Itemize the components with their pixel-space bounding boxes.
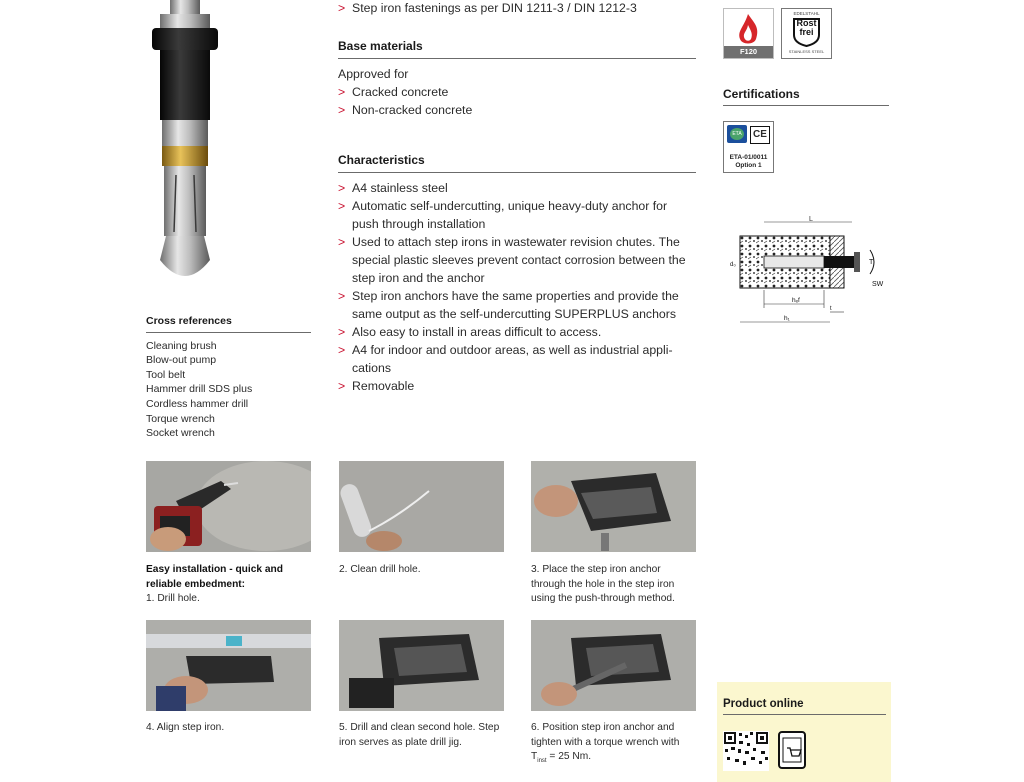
installation-heading: Easy installation - quick and reliable embedment: bbox=[146, 564, 283, 590]
diagram-label-hef: hₑf bbox=[792, 297, 800, 304]
caption-step-1 bbox=[146, 563, 311, 607]
list-item: > Step iron fastenings as per DIN 1211-3 / DIN 1212-3 bbox=[338, 0, 696, 17]
product-online-heading: Product online bbox=[723, 698, 886, 715]
step-6-subscript: inst bbox=[537, 758, 547, 765]
photo-place-anchor bbox=[531, 461, 696, 552]
diagram-label-d0: d₀ bbox=[730, 262, 736, 268]
step-6-tail: = 25 Nm. bbox=[546, 751, 592, 763]
photo-drill-hole bbox=[146, 461, 311, 552]
caption-step-6 bbox=[531, 721, 696, 769]
ce-mark-icon: CE bbox=[750, 126, 770, 144]
characteristics-list bbox=[338, 179, 696, 395]
cross-ref-item: Cleaning brush bbox=[146, 339, 217, 352]
product-online-box bbox=[717, 682, 891, 782]
photo-align-step-iron bbox=[146, 620, 311, 711]
certifications-heading: Certifications bbox=[723, 87, 889, 106]
diagram-label-h1: h₁ bbox=[784, 315, 790, 322]
list-item: > Removable bbox=[338, 377, 696, 395]
list-item: > Also easy to install in areas difficult to access. bbox=[338, 323, 696, 341]
diagram-label-sw: SW bbox=[872, 281, 884, 288]
caption-step-5: 5. Drill and clean second hole. Step iron serves as plate drill jig. bbox=[339, 722, 500, 748]
qr-code-icon[interactable] bbox=[723, 731, 769, 771]
fire-badge-label: F120 bbox=[739, 47, 758, 56]
eta-number: ETA-01/0011 bbox=[729, 154, 768, 161]
rostfrei-main-2: frei bbox=[799, 27, 814, 37]
caption-step-4: 4. Align step iron. bbox=[146, 722, 225, 733]
photo-tighten-wrench bbox=[531, 620, 696, 711]
cross-ref-item: Torque wrench bbox=[146, 412, 215, 425]
main-column bbox=[338, 0, 696, 395]
eta-logo-icon: ETA bbox=[727, 125, 747, 143]
fire-resistance-badge bbox=[723, 8, 774, 59]
step-1-text: 1. Drill hole. bbox=[146, 593, 200, 605]
list-item: > Automatic self-undercutting, unique heavy-duty anchor for push through installation bbox=[338, 197, 696, 233]
diagram-label-tfix: t bbox=[830, 306, 832, 312]
list-item: > Non-cracked concrete bbox=[338, 101, 696, 119]
eta-option: Option 1 bbox=[735, 162, 762, 169]
base-materials-intro: Approved for bbox=[338, 67, 409, 81]
list-item: > A4 stainless steel bbox=[338, 179, 696, 197]
cross-ref-item: Socket wrench bbox=[146, 427, 215, 440]
rostfrei-top-text: EDELSTAHL bbox=[793, 11, 820, 16]
cross-ref-item: Cordless hammer drill bbox=[146, 397, 249, 410]
cross-ref-item: Blow-out pump bbox=[146, 354, 217, 367]
list-item: > Used to attach step irons in wastewater revision chutes. The special plastic sleeves prevent contact corrosion between the step iron and the anchor bbox=[338, 233, 696, 287]
characteristics-heading: Characteristics bbox=[338, 151, 696, 173]
cross-ref-item: Tool belt bbox=[146, 368, 186, 381]
rostfrei-main-1: Rost bbox=[796, 18, 817, 28]
list-item: > Cracked concrete bbox=[338, 83, 696, 101]
anchor-product-image bbox=[150, 0, 220, 285]
list-item: > Step iron anchors have the same properties and provide the same output as the self-undercutting SUPERPLUS anchors bbox=[338, 287, 696, 323]
eta-certification-badge bbox=[723, 121, 774, 173]
diagram-label-L: L bbox=[809, 216, 813, 223]
caption-step-2: 2. Clean drill hole. bbox=[339, 564, 421, 575]
photo-clean-hole bbox=[339, 461, 504, 552]
cross-references-heading: Cross references bbox=[146, 314, 311, 333]
cross-ref-item: Hammer drill SDS plus bbox=[146, 383, 253, 396]
step-6-text: 6. Position step iron anchor and tighten with a torque wrench with T bbox=[531, 722, 680, 763]
installation-dimension-diagram bbox=[724, 212, 894, 332]
smartphone-icon bbox=[777, 730, 807, 770]
base-materials-heading: Base materials bbox=[338, 37, 696, 59]
step-iron-din-list bbox=[338, 0, 696, 17]
base-materials-list bbox=[338, 83, 696, 119]
caption-step-3: 3. Place the step iron anchor through the hole in the step iron using the push-through method. bbox=[531, 564, 675, 605]
diagram-label-tinst: T bbox=[869, 259, 874, 266]
photo-drill-second-hole bbox=[339, 620, 504, 711]
certifications-section bbox=[723, 87, 889, 106]
rostfrei-bottom-text: STAINLESS STEEL bbox=[788, 49, 825, 54]
rostfrei-badge bbox=[781, 8, 832, 59]
cross-references bbox=[146, 314, 311, 441]
list-item: > A4 for indoor and outdoor areas, as well as industrial appli-cations bbox=[338, 341, 696, 377]
